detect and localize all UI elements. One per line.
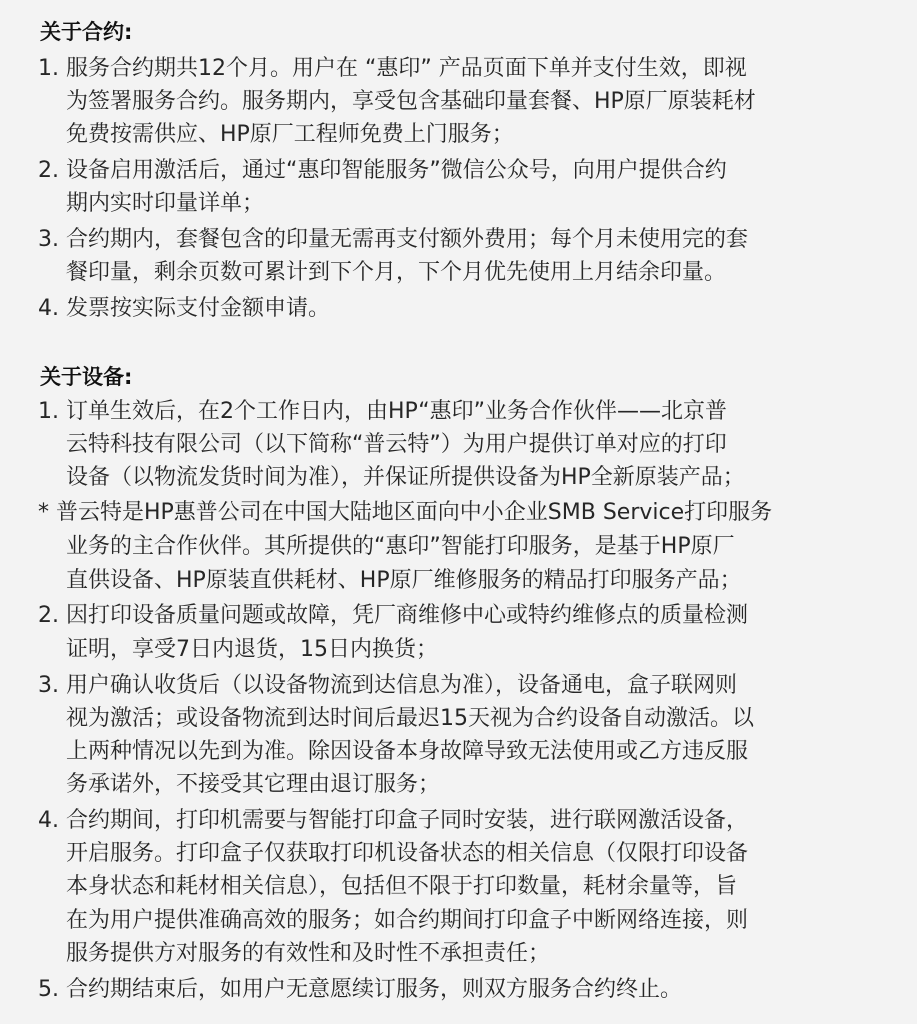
device-item-3-cont: 务承诺外，不接受其它理由退订服务； xyxy=(66,772,441,797)
device-item-4-cont: 开启服务。打印盒子仅获取打印机设备状态的相关信息（仅限打印设备 xyxy=(66,841,749,866)
section-heading-device: 关于设备: xyxy=(40,365,133,389)
device-item-3: 3. 用户确认收货后（以设备物流到达信息为准），设备通电，盒子联网则 xyxy=(38,673,737,698)
device-item-4-cont: 服务提供方对服务的有效性和及时性不承担责任； xyxy=(66,941,551,966)
device-item-3-cont: 上两种情况以先到为准。除因设备本身故障导致无法使用或乙方违反服 xyxy=(66,739,749,764)
device-item-5: 5. 合约期结束后，如用户无意愿续订服务，则双方服务合约终止。 xyxy=(38,977,682,1002)
contract-item-2-cont: 期内实时印量详单； xyxy=(66,191,265,216)
device-item-2: 2. 因打印设备质量问题或故障，凭厂商维修中心或特约维修点的质量检测 xyxy=(38,603,748,628)
device-note-cont: 业务的主合作伙伴。其所提供的“惠印”智能打印服务，是基于HP原厂 xyxy=(66,534,735,559)
contract-item-1: 1. 服务合约期共12个月。用户在 “惠印” 产品页面下单并支付生效，即视 xyxy=(38,56,747,81)
contract-item-3: 3. 合约期内，套餐包含的印量无需再支付额外费用；每个月未使用完的套 xyxy=(38,227,748,252)
device-item-4: 4. 合约期间，打印机需要与智能打印盒子同时安装，进行联网激活设备， xyxy=(38,808,748,833)
device-item-4-cont: 本身状态和耗材相关信息），包括但不限于打印数量，耗材余量等，旨 xyxy=(66,874,738,899)
device-item-4-cont: 在为用户提供准确高效的服务；如合约期间打印盒子中断网络连接，则 xyxy=(66,908,749,933)
device-note-cont: 直供设备、HP原装直供耗材、HP原厂维修服务的精品打印服务产品； xyxy=(66,568,742,593)
contract-item-4: 4. 发票按实际支付金额申请。 xyxy=(38,296,330,321)
device-note-asterisk: * 普云特是HP惠普公司在中国大陆地区面向中小企业SMB Service打印服务 xyxy=(38,500,773,525)
contract-item-1-cont: 免费按需供应、HP原厂工程师免费上门服务； xyxy=(66,122,514,147)
device-item-1-cont: 云特科技有限公司（以下简称“普云特”）为用户提供订单对应的打印 xyxy=(66,432,727,457)
device-item-2-cont: 证明，享受7日内退货，15日内换货； xyxy=(66,637,438,662)
device-item-1: 1. 订单生效后，在2个工作日内，由HP“惠印”业务合作伙伴——北京普 xyxy=(38,399,727,424)
device-item-3-cont: 视为激活；或设备物流到达时间后最迟15天视为合约设备自动激活。以 xyxy=(66,706,754,731)
contract-item-3-cont: 餐印量，剩余页数可累计到下个月，下个月优先使用上月结余印量。 xyxy=(66,260,727,285)
section-heading-contract: 关于合约: xyxy=(40,20,133,44)
contract-item-2: 2. 设备启用激活后，通过“惠印智能服务”微信公众号，向用户提供合约 xyxy=(38,158,727,183)
device-item-1-cont: 设备（以物流发货时间为准），并保证所提供设备为HP全新原装产品； xyxy=(66,465,745,490)
contract-item-1-cont: 为签署服务合约。服务期内，享受包含基础印量套餐、HP原厂原装耗材 xyxy=(66,89,756,114)
